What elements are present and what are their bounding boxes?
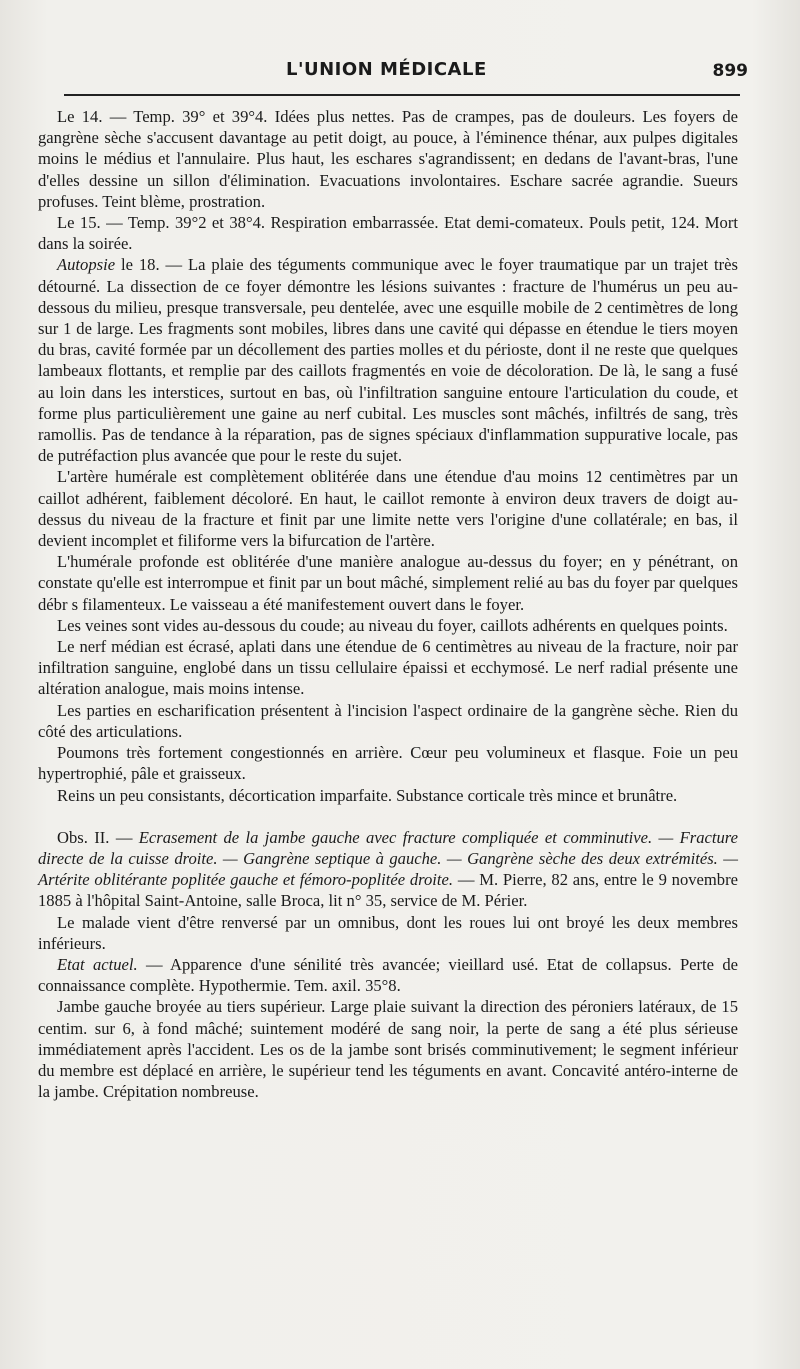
paragraph: Le malade vient d'être renversé par un omnibus, dont les roues lui ont broyé les deux membres inférieurs. — [38, 912, 738, 953]
observation-label: Obs. II. — — [57, 827, 139, 847]
paragraph: Autopsie le 18. — La plaie des téguments communique avec le foyer traumatique par un trajet très détourné. La dissection de ce foyer démontre les lésions suivantes : fracture de l'humérus un peu au-dessous du milieu, presque transversale, peu dentelée, avec une esquille mobile de 2 centimètres de long sur 1 de large. Les fragments sont mobiles, libres dans une cavité qui dépasse en étendue le tiers moyen du bras, cavité formée par un décollement des parties molles et du périoste, dont il ne reste que quelques lambeaux flottants, et remplie par des caillots fragmentés en voie de décoloration. De là, le sang a fusé au loin dans les interstices, surtout en bas, où l'infiltration sanguine entoure l'articulation du coude, et forme plus particulièrement une gaine au nerf cubital. Les muscles sont mâchés, infiltrés de sang, très ramollis. Pas de tendance à la réparation, pas de signes spéciaux d'inflammation suppurative locale, pas de putréfaction plus avancée que pour le reste du sujet. — [38, 255, 738, 466]
paragraph: Le nerf médian est écrasé, aplati dans une étendue de 6 centimètres au niveau de la fracture, noir par infiltration sanguine, englobé dans un tissu cellulaire épaissi et ecchymosé. Le nerf radial présente une altération analogue, mais moins intense. — [38, 637, 738, 699]
paragraph: Le 15. — Temp. 39°2 et 38°4. Respiration embarrassée. Etat demi-comateux. Pouls petit, 124. Mort dans la soirée. — [38, 213, 738, 254]
paragraph: Les veines sont vides au-dessous du coude; au niveau du foyer, caillots adhérents en quelques points. — [57, 615, 728, 635]
paragraph: Le 14. — Temp. 39° et 39°4. Idées plus nettes. Pas de crampes, pas de douleurs. Les foyers de gangrène sèche s'accusent davantage au petit doigt, au pouce, à l'éminence thénar, aux pulpes digitales moins le médius et l'annulaire. Plus haut, les eschares s'agrandissent; en dedans de l'avant-bras, l'une d'elles dessine un sillon d'élimination. Evacuations involontaires. Eschare sacrée agrandie. Sueurs profuses. Teint blème, prostration. — [38, 107, 738, 211]
paragraph: Etat actuel. — Apparence d'une sénilité très avancée; vieillard usé. Etat de collapsus. Perte de connaissance complète. Hypothermie. Tem. axil. 35°8. — [38, 954, 739, 996]
paragraph: Jambe gauche broyée au tiers supérieur. Large plaie suivant la direction des péroniers latéraux, de 15 centim. sur 6, à fond mâché; suintement modéré de sang noir, la perte de sang a été plus sérieuse immédiatement après l'accident. Les os de la jambe sont brisés comminutivement; le segment inférieur du membre est déplacé en arrière, le supérieur tend les téguments en avant. Concavité antéro-interne de la jambe. Crépitation nombreuse. — [38, 997, 738, 1102]
body-text — [38, 106, 738, 1102]
running-header — [36, 56, 748, 86]
paragraph: L'humérale profonde est oblitérée d'une manière analogue au-dessus du foyer; en y pénétrant, on constate qu'elle est interrompue et finit par un bout mâché, simplement relié au bas du foyer par quelques débr s filamenteux. Le vaisseau a été manifestement ouvert dans le foyer. — [38, 552, 738, 614]
section-lead: Autopsie — [57, 255, 116, 275]
paragraph: Les parties en escharification présentent à l'incision l'aspect ordinaire de la gangrène sèche. Rien du côté des articulations. — [38, 700, 738, 741]
paragraph: Poumons très fortement congestionnés en arrière. Cœur peu volumineux et flasque. Foie un peu hypertrophié, pâle et graisseux. — [38, 743, 738, 784]
section-lead: Etat actuel. — [57, 954, 138, 974]
observation-title: Ecrasement de la jambe gauche avec fracture compliquée et comminutive. — Fracture directe de la cuisse droite. — Gangrène septique à gauche. — Gangrène sèche des deux extrémités. — Artérite oblitérante poplitée gauche et fémoro-poplitée droite. — [38, 827, 738, 890]
paragraph: Reins un peu consistants, décortication imparfaite. Substance corticale très mince et brunâtre. — [57, 785, 678, 805]
journal-title: L'UNION MÉDICALE — [286, 59, 487, 80]
observation-heading: Obs. II. — Ecrasement de la jambe gauche avec fracture compliquée et comminutive. — Fracture directe de la cuisse droite. — Gangrène septique à gauche. — Gangrène sèche des deux extrémités. — Artérite oblitérante poplitée gauche et fémoro-poplitée droite. — M. Pierre, 82 ans, entre le 9 novembre 1885 à l'hôpital Saint-Antoine, salle Broca, lit n° 35, service de M. Périer. — [38, 827, 738, 911]
header-rule — [64, 94, 740, 96]
page-number: 899 — [712, 61, 748, 81]
paragraph: L'artère humérale est complètement oblitérée dans une étendue d'au moins 12 centimètres par un caillot adhérent, faiblement décoloré. En haut, le caillot remonte à environ deux travers de doigt au-dessus du niveau de la fracture et finit par une limite nette vers l'origine d'une collatérale; en bas, il devient incomplet et filiforme vers la bifurcation de l'artère. — [38, 467, 738, 551]
